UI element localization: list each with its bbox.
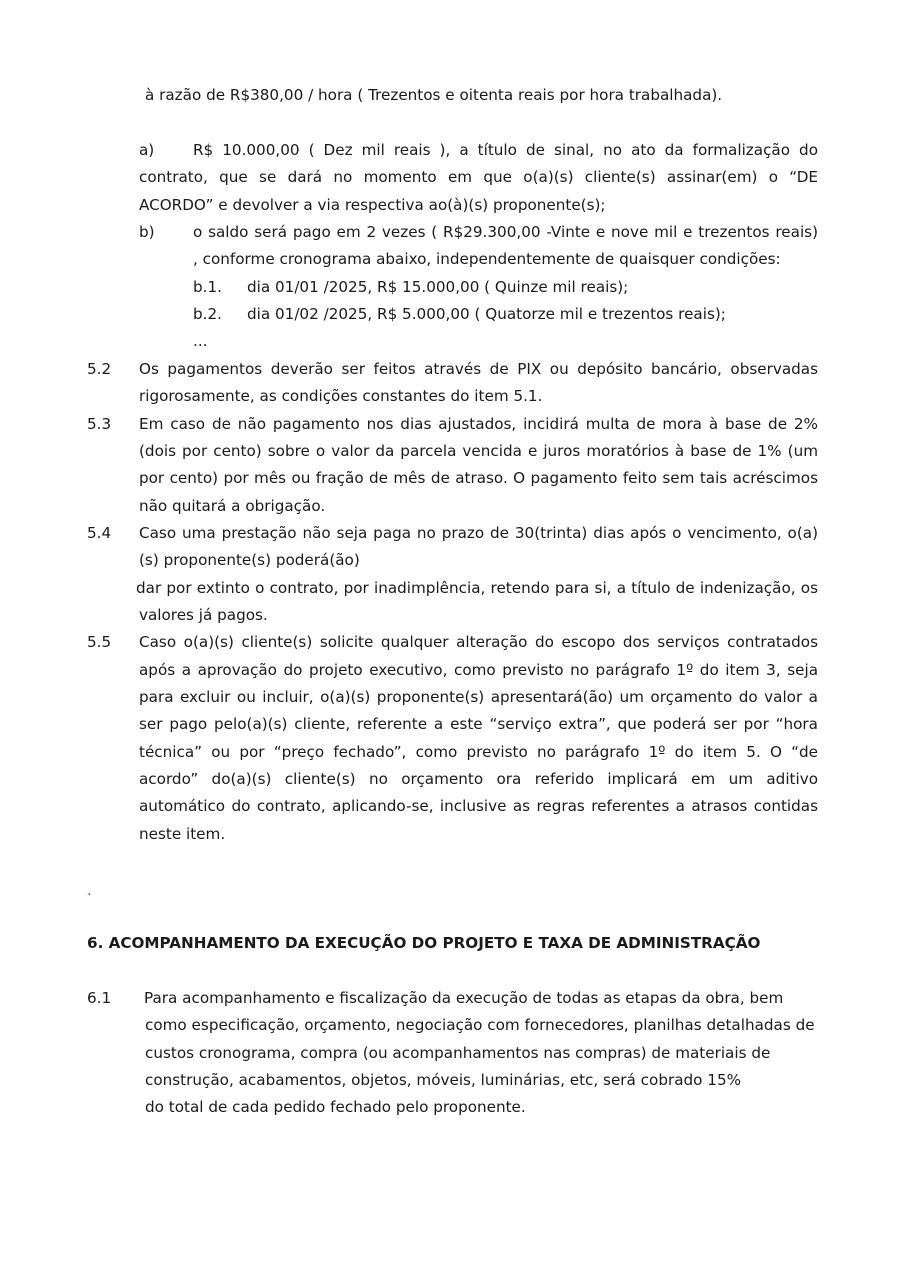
intro-line: à razão de R$380,00 / hora ( Trezentos e oitenta reais por hora trabalhada). [145, 86, 723, 104]
section-number: 5.3 [87, 415, 112, 433]
paragraph-line: automático do contrato, aplicando-se, inclusive as regras referentes a atrasos contidas [139, 797, 818, 815]
sub-item-text: dia 01/02 /2025, R$ 5.000,00 ( Quatorze mil e trezentos reais); [247, 305, 726, 323]
ellipsis: ... [193, 332, 208, 350]
paragraph-line: Para acompanhamento e fiscalização da execução de todas as etapas da obra, bem [144, 989, 784, 1007]
section-number: 5.2 [87, 360, 112, 378]
paragraph-line: para excluir ou incluir, o(a)(s) proponente(s) apresentará(ão) um orçamento do valor a [139, 688, 818, 706]
paragraph-line: técnica” ou por “preço fechado”, como previsto no parágrafo 1º do item 5. O “de [139, 743, 818, 761]
item-a-line: ACORDO” e devolver a via respectiva ao(à)(s) proponente(s); [139, 196, 606, 214]
section-heading: 6. ACOMPANHAMENTO DA EXECUÇÃO DO PROJETO E TAXA DE ADMINISTRAÇÃO [87, 934, 761, 952]
item-b-line: o saldo será pago em 2 vezes ( R$29.300,00 -Vinte e nove mil e trezentos reais) [193, 223, 818, 241]
paragraph-line: dar por extinto o contrato, por inadimplência, retendo para si, a título de indenização, os [136, 579, 818, 597]
item-b-line: , conforme cronograma abaixo, independentemente de quaisquer condições: [193, 250, 781, 268]
paragraph-line: ser pago pelo(a)(s) cliente, referente a este “serviço extra”, que poderá ser por “hora [139, 715, 818, 733]
paragraph-line: Caso o(a)(s) cliente(s) solicite qualquer alteração do escopo dos serviços contratados [139, 633, 818, 651]
paragraph-line: acordo” do(a)(s) cliente(s) no orçamento ora referido implicará em um aditivo [139, 770, 818, 788]
paragraph-line: como especificação, orçamento, negociação com fornecedores, planilhas detalhadas de [145, 1016, 815, 1034]
paragraph-line: por cento) por mês ou fração de mês de atraso. O pagamento feito sem tais acréscimos [139, 469, 818, 487]
item-a-marker: a) [139, 141, 155, 159]
section-number: 5.4 [87, 524, 112, 542]
paragraph-line: não quitará a obrigação. [139, 497, 326, 515]
section-number: 6.1 [87, 989, 112, 1007]
paragraph-line: do total de cada pedido fechado pelo proponente. [145, 1098, 526, 1116]
paragraph-line: valores já pagos. [139, 606, 268, 624]
paragraph-line: Os pagamentos deverão ser feitos através de PIX ou depósito bancário, observadas [139, 360, 818, 378]
section-number: 5.5 [87, 633, 112, 651]
paragraph-line: após a aprovação do projeto executivo, como previsto no parágrafo 1º do item 3, seja [139, 661, 818, 679]
paragraph-line: Em caso de não pagamento nos dias ajustados, incidirá multa de mora à base de 2% [139, 415, 818, 433]
sub-item-text: dia 01/01 /2025, R$ 15.000,00 ( Quinze mil reais); [247, 278, 629, 296]
stray-mark: . [87, 881, 92, 899]
paragraph-line: rigorosamente, as condições constantes do item 5.1. [139, 387, 543, 405]
paragraph-line: neste item. [139, 825, 226, 843]
sub-item-marker: b.2. [193, 305, 222, 323]
paragraph-line: custos cronograma, compra (ou acompanhamentos nas compras) de materiais de [145, 1044, 771, 1062]
sub-item-marker: b.1. [193, 278, 222, 296]
item-b-marker: b) [139, 223, 155, 241]
item-a-line: R$ 10.000,00 ( Dez mil reais ), a título de sinal, no ato da formalização do [193, 141, 818, 159]
item-a-line: contrato, que se dará no momento em que o(a)(s) cliente(s) assinar(em) o “DE [139, 168, 818, 186]
paragraph-line: Caso uma prestação não seja paga no prazo de 30(trinta) dias após o vencimento, o(a) [139, 524, 818, 542]
paragraph-line: construção, acabamentos, objetos, móveis, luminárias, etc, será cobrado 15% [145, 1071, 742, 1089]
paragraph-line: (dois por cento) sobre o valor da parcela vencida e juros moratórios à base de 1% (um [139, 442, 818, 460]
paragraph-line: (s) proponente(s) poderá(ão) [139, 551, 360, 569]
